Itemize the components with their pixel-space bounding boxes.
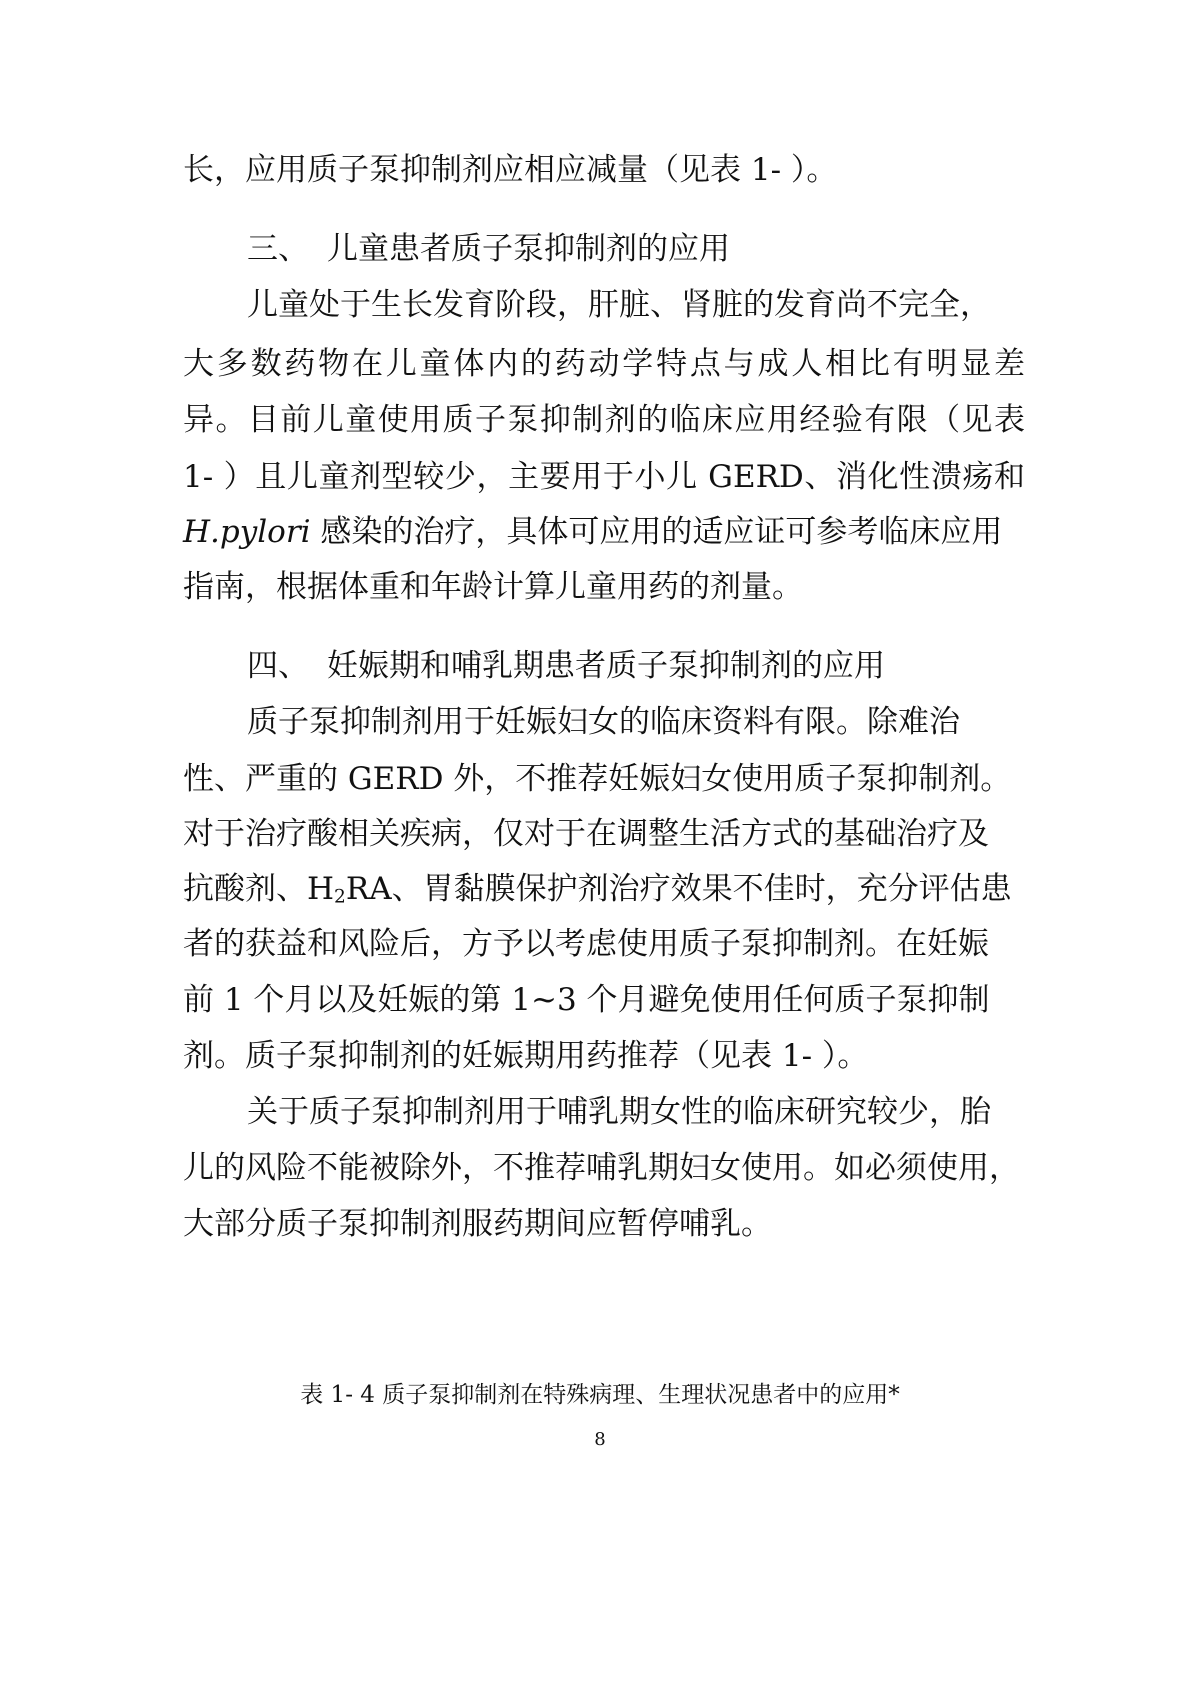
table-caption: 表 1- 4 质子泵抑制剂在特殊病理、生理状况患者中的应用* xyxy=(300,1382,900,1408)
paragraph-line: 对于治疗酸相关疾病，仅对于在调整生活方式的基础治疗及 xyxy=(183,816,989,852)
paragraph-line: 关于质子泵抑制剂用于哺乳期女性的临床研究较少，胎 xyxy=(247,1094,991,1130)
paragraph-text: RA、胃黏膜保护剂治疗效果不佳时，充分评估患 xyxy=(345,871,1012,907)
paragraph-line: 儿的风险不能被除外，不推荐哺乳期妇女使用。如必须使用， xyxy=(183,1150,1020,1186)
paragraph-line xyxy=(183,867,1025,911)
paragraph-line: 大部分质子泵抑制剂服药期间应暂停哺乳。 xyxy=(183,1206,772,1242)
paragraph-text: 感染的治疗，具体可应用的适应证可参考临床应用 xyxy=(310,514,1003,550)
paragraph-line: 质子泵抑制剂用于妊娠妇女的临床资料有限。除难治 xyxy=(247,704,960,740)
section-title: 妊娠期和哺乳期患者质子泵抑制剂的应用 xyxy=(327,648,885,684)
page-number: 8 xyxy=(594,1429,606,1450)
paragraph-line: 异。目前儿童使用质子泵抑制剂的临床应用经验有限（见表 xyxy=(183,402,1025,438)
paragraph-line: 剂。质子泵抑制剂的妊娠期用药推荐（见表 1- ）。 xyxy=(183,1038,869,1074)
paragraph-line: 指南，根据体重和年龄计算儿童用药的剂量。 xyxy=(183,569,803,605)
section-number: 四、 xyxy=(247,648,309,684)
paragraph-line: 1- ）且儿童剂型较少，主要用于小儿 GERD、消化性溃疡和 xyxy=(183,459,1025,495)
species-name: H.pylori xyxy=(183,514,311,550)
paragraph-line: 儿童处于生长发育阶段，肝脏、肾脏的发育尚不完全， xyxy=(247,287,991,323)
paragraph-line xyxy=(183,510,1025,554)
paragraph-line: 长，应用质子泵抑制剂应相应减量（见表 1- ）。 xyxy=(183,152,838,188)
section-heading xyxy=(247,227,730,271)
section-title: 儿童患者质子泵抑制剂的应用 xyxy=(327,231,730,267)
paragraph-text: 抗酸剂、H xyxy=(183,871,335,907)
paragraph-line: 性、严重的 GERD 外，不推荐妊娠妇女使用质子泵抑制剂。 xyxy=(183,761,1012,797)
paragraph-line: 大多数药物在儿童体内的药动学特点与成人相比有明显差 xyxy=(183,346,1025,382)
subscript: 2 xyxy=(334,886,346,908)
paragraph-line: 者的获益和风险后，方予以考虑使用质子泵抑制剂。在妊娠 xyxy=(183,926,989,962)
section-number: 三、 xyxy=(247,231,309,267)
paragraph-line: 前 1 个月以及妊娠的第 1~3 个月避免使用任何质子泵抑制 xyxy=(183,982,990,1018)
section-heading xyxy=(247,644,885,688)
